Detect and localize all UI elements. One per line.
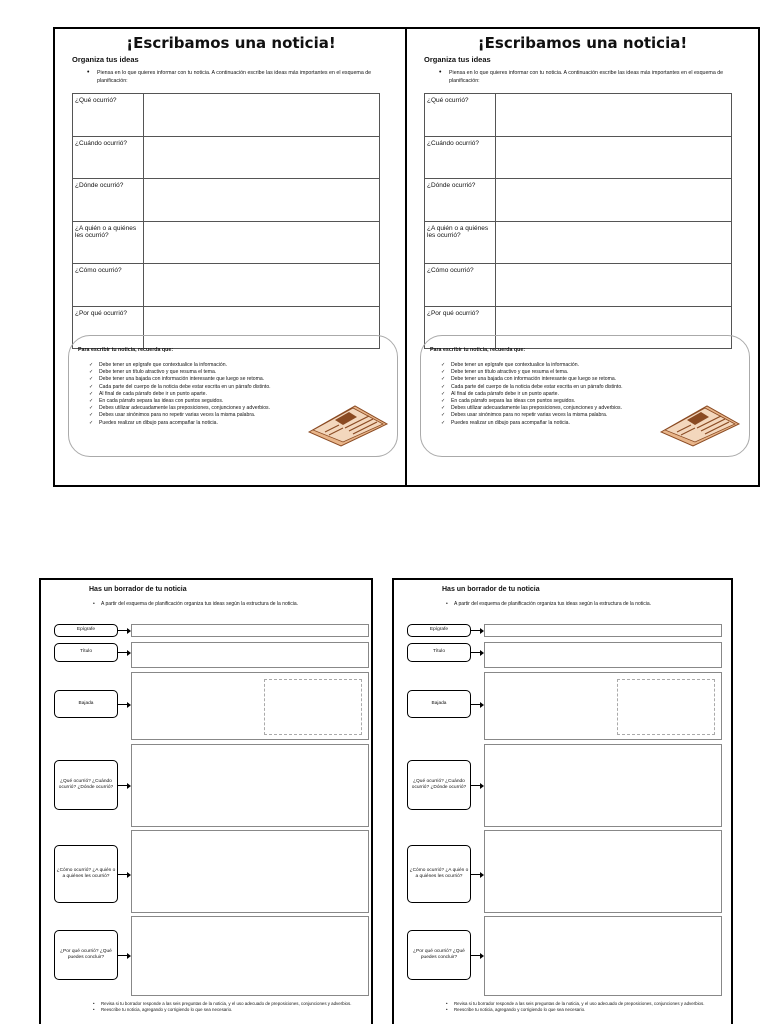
label-por-que: ¿Por qué ocurrió? ¿Qué puedes concluir? [54,930,118,980]
reminder-title: Para escribir tu noticia, recuerda que: [78,347,174,353]
label-que-cuando-donde: ¿Qué ocurrió? ¿Cuándo ocurrió? ¿Dónde ocurrió? [407,760,471,810]
worksheet-title: Has un borrador de tu noticia [89,586,187,593]
list-item: ✓ Al final de cada párrafo debe ir un punto aparte. [441,391,623,398]
arrow-icon [471,955,481,956]
table-row [425,94,732,137]
label-por-que: ¿Por qué ocurrió? ¿Qué puedes concluir? [407,930,471,980]
label-como-quien: ¿Cómo ocurrió? ¿A quién o a quiénes les ocurrió? [407,845,471,903]
list-item: ✓ Debe tener un epígrafe que contextualice la información. [89,362,271,369]
worksheet-plan-left [53,27,409,487]
answer-cell[interactable] [144,136,380,179]
answer-cell[interactable] [496,94,732,137]
planning-table [72,93,380,349]
table-row [425,264,732,307]
question-cell: ¿Cómo ocurrió? [425,264,496,307]
list-item: ✓ Al final de cada párrafo debe ir un punto aparte. [89,391,271,398]
planning-table [424,93,732,349]
question-cell: ¿Qué ocurrió? [425,94,496,137]
label-titulo: Título [54,643,118,662]
question-cell: ¿Cuándo ocurrió? [425,136,496,179]
table-row [73,179,380,222]
arrow-icon [118,704,128,705]
arrow-icon [471,630,481,631]
draft-notes [101,1001,361,1013]
reminder-box [68,335,398,457]
drawing-area[interactable] [264,679,362,735]
list-item: • Revisa si tu borrador responde a las seis preguntas de la noticia, y el uso adecuado de preposiciones, conjunciones y adverbios. [101,1001,361,1007]
worksheet-instruction: • A partir del esquema de planificación organiza tus ideas según la estructura de la noticia. [454,601,694,608]
arrow-icon [118,630,128,631]
answer-cell[interactable] [496,221,732,264]
arrow-icon [471,785,481,786]
list-item: ✓ Debes usar sinónimos para no repetir varias veces la misma palabra. [441,412,623,419]
list-item: ✓ En cada párrafo separa las ideas con puntos seguidos. [441,398,623,405]
worksheet-title: Has un borrador de tu noticia [442,586,540,593]
answer-cell[interactable] [496,179,732,222]
draft-box-paragraph-3[interactable] [484,916,722,996]
question-cell: ¿Qué ocurrió? [73,94,144,137]
list-item: ✓ Puedes realizar un dibujo para acompañar la noticia. [89,420,271,427]
draft-box-titulo[interactable] [484,642,722,668]
worksheet-instruction: • A partir del esquema de planificación organiza tus ideas según la estructura de la noticia. [101,601,341,608]
list-item: ✓ Debe tener una bajada con información interesante que luego se retoma. [441,376,623,383]
worksheet-title: ¡Escribamos una noticia! [477,34,688,52]
table-row [425,136,732,179]
worksheet-plan-right [405,27,760,487]
list-item: ✓ Debes utilizar adecuadamente las preposiciones, conjunciones y adverbios. [441,405,623,412]
question-cell: ¿Cuándo ocurrió? [73,136,144,179]
question-cell: ¿Por qué ocurrió? [73,306,144,349]
list-item: ✓ Puedes realizar un dibujo para acompañar la noticia. [441,420,623,427]
draft-box-paragraph-1[interactable] [484,744,722,827]
label-que-cuando-donde: ¿Qué ocurrió? ¿Cuándo ocurrió? ¿Dónde ocurrió? [54,760,118,810]
worksheet-instruction: • Piensa en lo que quieres informar con tu noticia. A continuación escribe las ideas más importantes en el esquema de planificación: [449,69,734,85]
newspaper-icon [305,402,389,448]
draft-box-paragraph-2[interactable] [484,830,722,913]
draft-box-titulo[interactable] [131,642,369,668]
worksheet-draft-left [39,578,373,1024]
newspaper-icon [657,402,741,448]
question-cell: ¿A quién o a quiénes les ocurrió? [425,221,496,264]
arrow-icon [471,874,481,875]
arrow-icon [118,874,128,875]
label-bajada: Bajada [54,690,118,718]
draft-box-bajada[interactable] [484,672,722,740]
label-epigrafe: Epígrafe [54,624,118,637]
draft-box-epigrafe[interactable] [484,624,722,637]
list-item: ✓ En cada párrafo separa las ideas con puntos seguidos. [89,398,271,405]
answer-cell[interactable] [144,179,380,222]
answer-cell[interactable] [496,264,732,307]
label-titulo: Título [407,643,471,662]
reminder-list [89,362,271,427]
question-cell: ¿Dónde ocurrió? [73,179,144,222]
arrow-icon [118,652,128,653]
worksheet-title: ¡Escribamos una noticia! [126,34,336,52]
draft-box-bajada[interactable] [131,672,369,740]
question-cell: ¿Dónde ocurrió? [425,179,496,222]
arrow-icon [471,704,481,705]
drawing-area[interactable] [617,679,715,735]
draft-box-paragraph-3[interactable] [131,916,369,996]
list-item: ✓ Cada parte del cuerpo de la noticia debe estar escrita en un párrafo distinto. [441,384,623,391]
arrow-icon [118,955,128,956]
answer-cell[interactable] [144,264,380,307]
arrow-icon [471,652,481,653]
list-item: ✓ Debe tener un título atractivo y que resuma el tema. [441,369,623,376]
list-item: ✓ Debes utilizar adecuadamente las preposiciones, conjunciones y adverbios. [89,405,271,412]
table-row [73,221,380,264]
list-item: • Reescribe tu noticia, agregando y corrigiendo lo que sea necesario. [101,1007,361,1013]
worksheet-subtitle: Organiza tus ideas [72,55,139,64]
worksheet-subtitle: Organiza tus ideas [424,55,491,64]
answer-cell[interactable] [144,94,380,137]
list-item: • Reescribe tu noticia, agregando y corrigiendo lo que sea necesario. [454,1007,714,1013]
worksheet-draft-right [392,578,733,1024]
table-row [425,179,732,222]
reminder-title: Para escribir tu noticia, recuerda que: [430,347,526,353]
worksheet-instruction: • Piensa en lo que quieres informar con tu noticia. A continuación escribe las ideas más importantes en el esquema de planificación: [97,69,382,85]
question-cell: ¿Cómo ocurrió? [73,264,144,307]
list-item: ✓ Cada parte del cuerpo de la noticia debe estar escrita en un párrafo distinto. [89,384,271,391]
list-item: ✓ Debe tener un epígrafe que contextualice la información. [441,362,623,369]
list-item: ✓ Debe tener una bajada con información interesante que luego se retoma. [89,376,271,383]
answer-cell[interactable] [496,136,732,179]
table-row [425,221,732,264]
label-epigrafe: Epígrafe [407,624,471,637]
draft-box-epigrafe[interactable] [131,624,369,637]
draft-box-paragraph-1[interactable] [131,744,369,827]
question-cell: ¿Por qué ocurrió? [425,306,496,349]
arrow-icon [118,785,128,786]
table-row [73,264,380,307]
table-row [73,94,380,137]
draft-box-paragraph-2[interactable] [131,830,369,913]
draft-notes [454,1001,714,1013]
reminder-box [420,335,750,457]
list-item: ✓ Debe tener un título atractivo y que resuma el tema. [89,369,271,376]
label-bajada: Bajada [407,690,471,718]
question-cell: ¿A quién o a quiénes les ocurrió? [73,221,144,264]
list-item: • Revisa si tu borrador responde a las seis preguntas de la noticia, y el uso adecuado de preposiciones, conjunciones y adverbios. [454,1001,714,1007]
reminder-list [441,362,623,427]
table-row [73,136,380,179]
label-como-quien: ¿Cómo ocurrió? ¿A quién o a quiénes les ocurrió? [54,845,118,903]
answer-cell[interactable] [144,221,380,264]
list-item: ✓ Debes usar sinónimos para no repetir varias veces la misma palabra. [89,412,271,419]
